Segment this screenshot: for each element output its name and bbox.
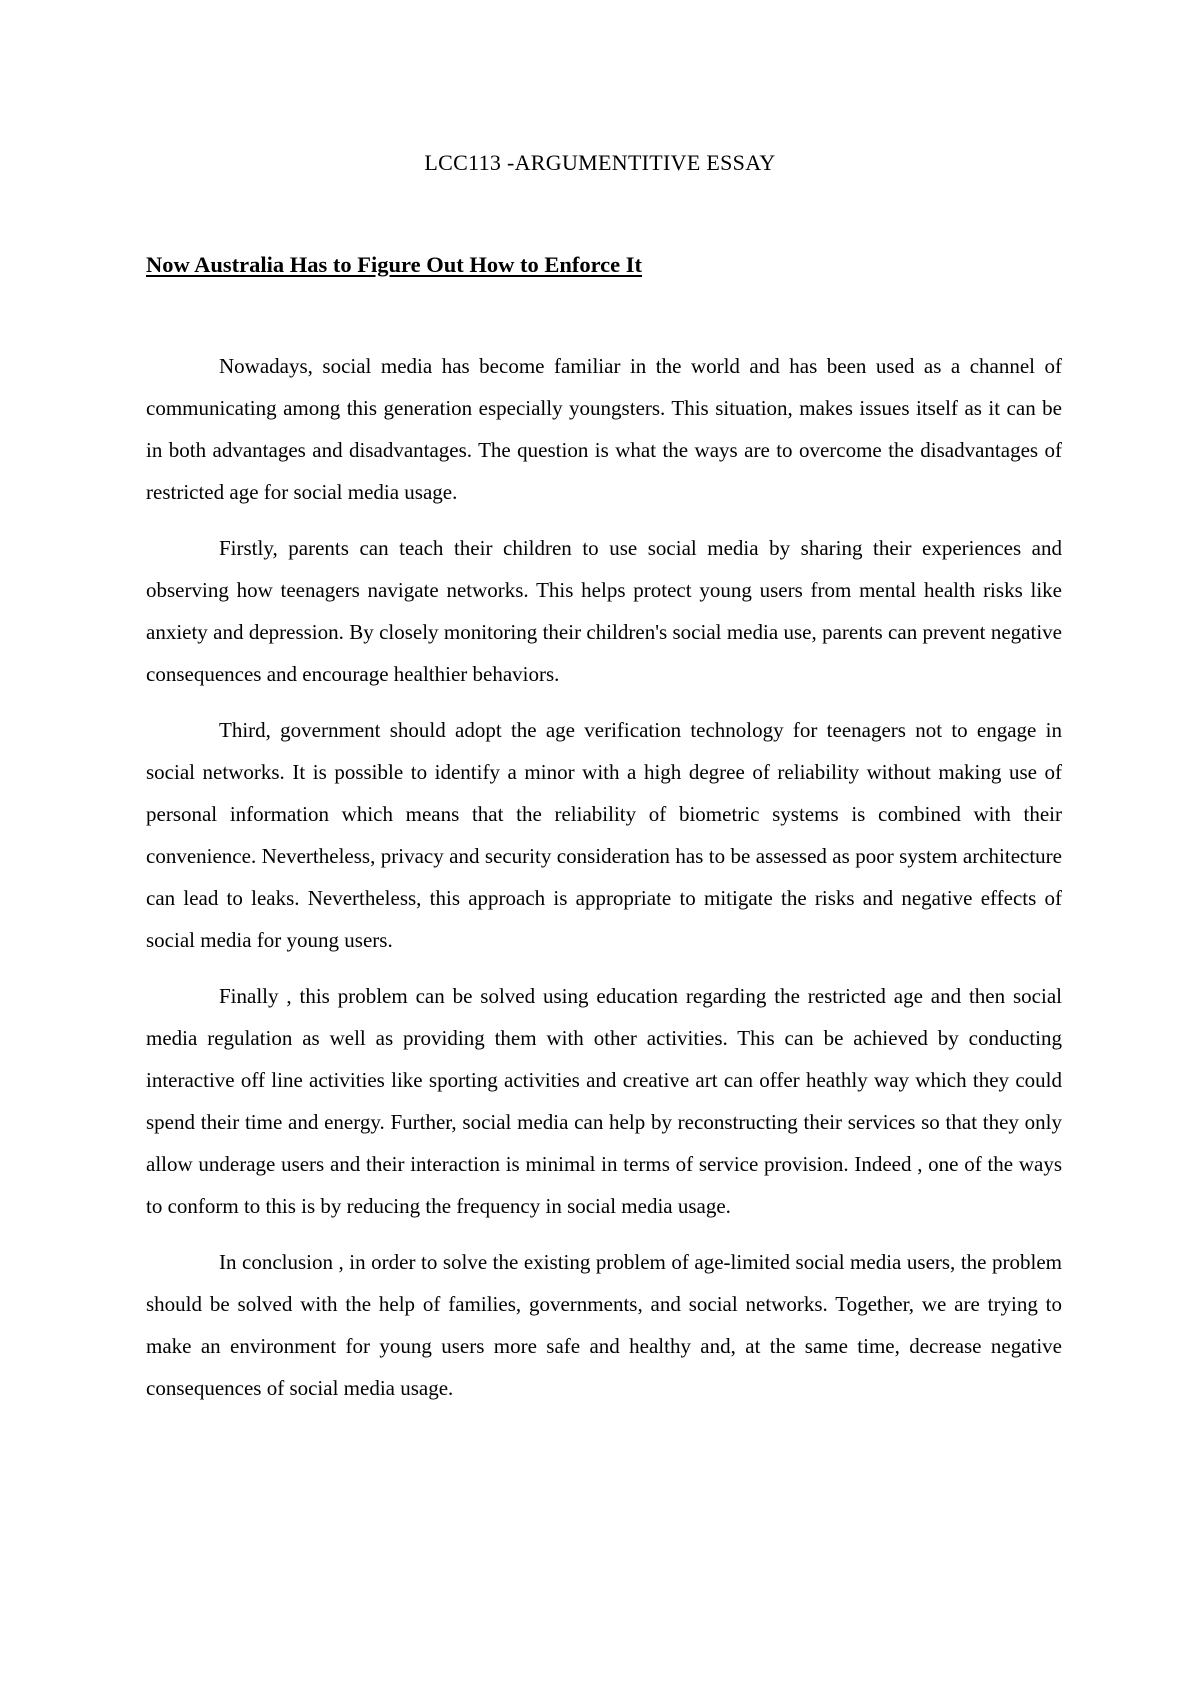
essay-body [146,345,1062,1423]
document-title: LCC113 -ARGUMENTITIVE ESSAY [424,150,776,175]
essay-heading: Now Australia Has to Figure Out How to Enforce It [146,252,643,277]
paragraph-parents: Firstly, parents can teach their children to use social media by sharing their experiences and observing how teenagers navigate networks. This helps protect young users from mental health risks like anxiety and depression. By closely monitoring their children's social media use, parents can prevent negative consequences and encourage healthier behaviors. [146,536,1062,686]
paragraph-introduction: Nowadays, social media has become familiar in the world and has been used as a channel of communicating among this generation especially youngsters. This situation, makes issues itself as it can be in both advantages and disadvantages. The question is what the ways are to overcome the disadvantages of restricted age for social media usage. [146,354,1062,504]
paragraph-government: Third, government should adopt the age verification technology for teenagers not to engage in social networks. It is possible to identify a minor with a high degree of reliability without making use of personal information which means that the reliability of biometric systems is combined with their convenience. Nevertheless, privacy and security consideration has to be assessed as poor system architecture can lead to leaks. Nevertheless, this approach is appropriate to mitigate the risks and negative effects of social media for young users. [146,718,1062,952]
paragraph-conclusion: In conclusion , in order to solve the existing problem of age-limited social media users, the problem should be solved with the help of families, governments, and social networks. Together, we are trying to make an environment for young users more safe and healthy and, at the same time, decrease negative consequences of social media usage. [146,1250,1062,1400]
paragraph-education: Finally , this problem can be solved using education regarding the restricted age and then social media regulation as well as providing them with other activities. This can be achieved by conducting interactive off line activities like sporting activities and creative art can offer heathly way which they could spend their time and energy. Further, social media can help by reconstructing their services so that they only allow underage users and their interaction is minimal in terms of service provision. Indeed , one of the ways to conform to this is by reducing the frequency in social media usage. [146,984,1062,1218]
